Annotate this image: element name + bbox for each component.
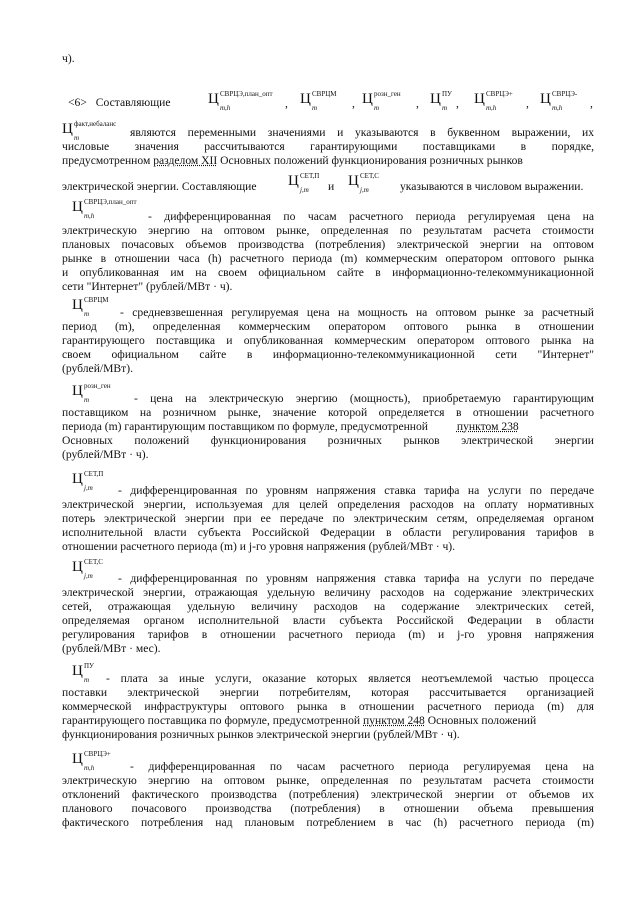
- paragraph-line: электрической энергии. Составляющие: [62, 180, 257, 193]
- note-number: <6>: [68, 96, 87, 109]
- definition-line: сетей, отражающая удельную величину расходов на содержание электрических сетей,: [62, 600, 594, 613]
- separator: ,: [526, 97, 529, 110]
- definition-line: электрическую энергию на оптовом рынке, определенная по результатам расчета стоимости: [62, 224, 594, 237]
- definition-line: - дифференцированная по часам расчетного периода регулируемая цена на: [148, 210, 594, 223]
- formula-symbol: Ц СЕТ,П j,m: [72, 470, 104, 492]
- formula-symbol: Ц СЕТ,С j,m: [72, 558, 103, 580]
- clause-248-link[interactable]: пунктом 248: [363, 714, 425, 727]
- clause-238-link[interactable]: пунктом 238: [456, 420, 519, 433]
- formula-symbol: Ц СЕТ,П j,m: [288, 172, 320, 194]
- paragraph-line: предусмотренном разделом XII Основных положений функционирования розничных рынков: [62, 154, 523, 167]
- definition-line: и опубликованная им на своем официальном сайте в информационно-телекоммуникационной: [62, 266, 594, 279]
- definition-line: электрической энергии, используемая для целей определения расходов на оплату нормативных: [62, 498, 594, 511]
- paragraph-line: являются переменными значениями и указываются в буквенном выражении, их: [130, 126, 594, 139]
- formula-symbol: Ц СВРЦМ m: [300, 90, 337, 112]
- separator: ,: [352, 97, 355, 110]
- definition-line: Основных положений функционирования розничных рынков электрической энергии: [62, 434, 594, 447]
- conjunction: и: [328, 180, 335, 193]
- definition-line: периода (m) гарантирующим поставщиком по формуле, предусмотренной пунктом 238: [62, 420, 519, 433]
- formula-symbol: Ц СЕТ,С j,m: [348, 172, 379, 194]
- paragraph-line: указываются в числовом выражении.: [400, 180, 584, 193]
- definition-line: сети "Интернет" (рублей/МВт · ч).: [62, 280, 233, 293]
- definition-line: своем официальном сайте в информационно-телекоммуникационной сети "Интернет": [62, 348, 594, 361]
- paragraph-line: числовые значения рассчитываются гарантирующими поставщиками в порядке,: [62, 140, 594, 153]
- definition-line: (рублей/МВт).: [62, 362, 133, 375]
- formula-symbol: Ц СВРЦЭ,план_опт m,h: [208, 90, 273, 112]
- definition-line: регулирования тарифов в отношении расчетного периода (m) и j-го уровня напряжения: [62, 628, 594, 641]
- definition-line: - дифференцированная по уровням напряжения ставка тарифа на услуги по передаче: [118, 572, 594, 585]
- definition-line: функционирования розничных рынков электрической энергии (рублей/МВт · ч).: [62, 728, 460, 741]
- definition-line: коммерческой инфраструктуры оптового рынка в отношении расчетного периода (m) для: [62, 700, 594, 713]
- definition-line: потерь электрической энергии при ее передаче по электрическим сетям, определяемая органом: [62, 512, 594, 525]
- definition-line: гарантирующего поставщика по формуле, предусмотренной пунктом 248 Основных положений: [62, 714, 537, 727]
- definition-line: (рублей/МВт · ч).: [62, 448, 149, 461]
- definition-line: отношении расчетного периода (m) и j-го уровня напряжения (рублей/МВт · ч).: [62, 540, 456, 553]
- formula-symbol: Ц розн_ген m: [72, 382, 111, 404]
- definition-line: гарантирующего поставщика и опубликованная коммерческим оператором оптового рынка на: [62, 334, 594, 347]
- definition-line: отклонений фактического производства (потребления) электрической энергии от объемов их: [62, 788, 594, 801]
- definition-line: - цена на электрическую энергию (мощность), приобретаемую гарантирующим: [134, 392, 594, 405]
- definition-line: электрической энергии, отражающая удельную величину расходов на содержание электрических: [62, 586, 594, 599]
- formula-symbol: Ц СВРЦЭ+ m,h: [72, 750, 111, 772]
- formula-symbol: Ц ПУ m: [430, 90, 453, 112]
- definition-line: - дифференцированная по часам расчетного периода регулируемая цена на: [130, 760, 594, 773]
- formula-symbol: Ц СВРЦЭ+ m,h: [474, 90, 513, 112]
- definition-line: поставщиком на розничном рынке, значение которой определяется в отношении расчетного: [62, 406, 594, 419]
- definition-line: поставки электрической энергии потребителям, которая рассчитывается организацией: [62, 686, 594, 699]
- definition-line: фактического потребления над плановым потреблением в час (h) расчетного периода (m): [62, 816, 594, 829]
- top-fragment: ч).: [62, 52, 75, 65]
- formula-symbol: Ц СВРЦЭ- m,h: [540, 90, 578, 112]
- note-lead: Составляющие: [95, 96, 171, 109]
- definition-line: плановых почасовых объемов производства (потребления) электрической энергии на оптовом: [62, 238, 594, 251]
- definition-line: исполнительной власти субъекта Российской Федерации в области регулирования тарифов в: [62, 526, 594, 539]
- formula-symbol: Ц розн_ген m: [362, 90, 401, 112]
- formula-symbol: Ц СВРЦЭ,план_опт m,h: [72, 198, 137, 220]
- section-xii-link[interactable]: разделом XII: [153, 154, 218, 167]
- definition-line: планового почасового производства (потребления) в отношении объема превышения: [62, 802, 594, 815]
- definition-line: - средневзвешенная регулируемая цена на мощность на оптовом рынке за расчетный: [120, 306, 594, 319]
- definition-line: - плата за иные услуги, оказание которых является неотъемлемой частью процесса: [106, 672, 594, 685]
- separator: ,: [416, 97, 419, 110]
- definition-line: рынке в отношении часа (h) расчетного периода (m) коммерческим оператором оптового рынка: [62, 252, 594, 265]
- formula-symbol: Ц СВРЦМ m: [72, 296, 109, 318]
- definition-line: определяемая органом исполнительной власти субъекта Российской Федерации в области: [62, 614, 594, 627]
- definition-line: (рублей/МВт · мес).: [62, 642, 161, 655]
- separator: ,: [590, 97, 593, 110]
- definition-line: электрическую энергию на оптовом рынке, определенная по результатам расчета стоимости: [62, 774, 594, 787]
- definition-line: - дифференцированная по уровням напряжения ставка тарифа на услуги по передаче: [118, 484, 594, 497]
- separator: ,: [285, 97, 288, 110]
- definition-line: период (m), определенная коммерческим оператором оптового рынка в отношении: [62, 320, 594, 333]
- separator: ,: [456, 97, 459, 110]
- formula-symbol: Ц ПУ m: [72, 662, 95, 684]
- formula-symbol: Ц факт,небаланс m: [62, 120, 117, 142]
